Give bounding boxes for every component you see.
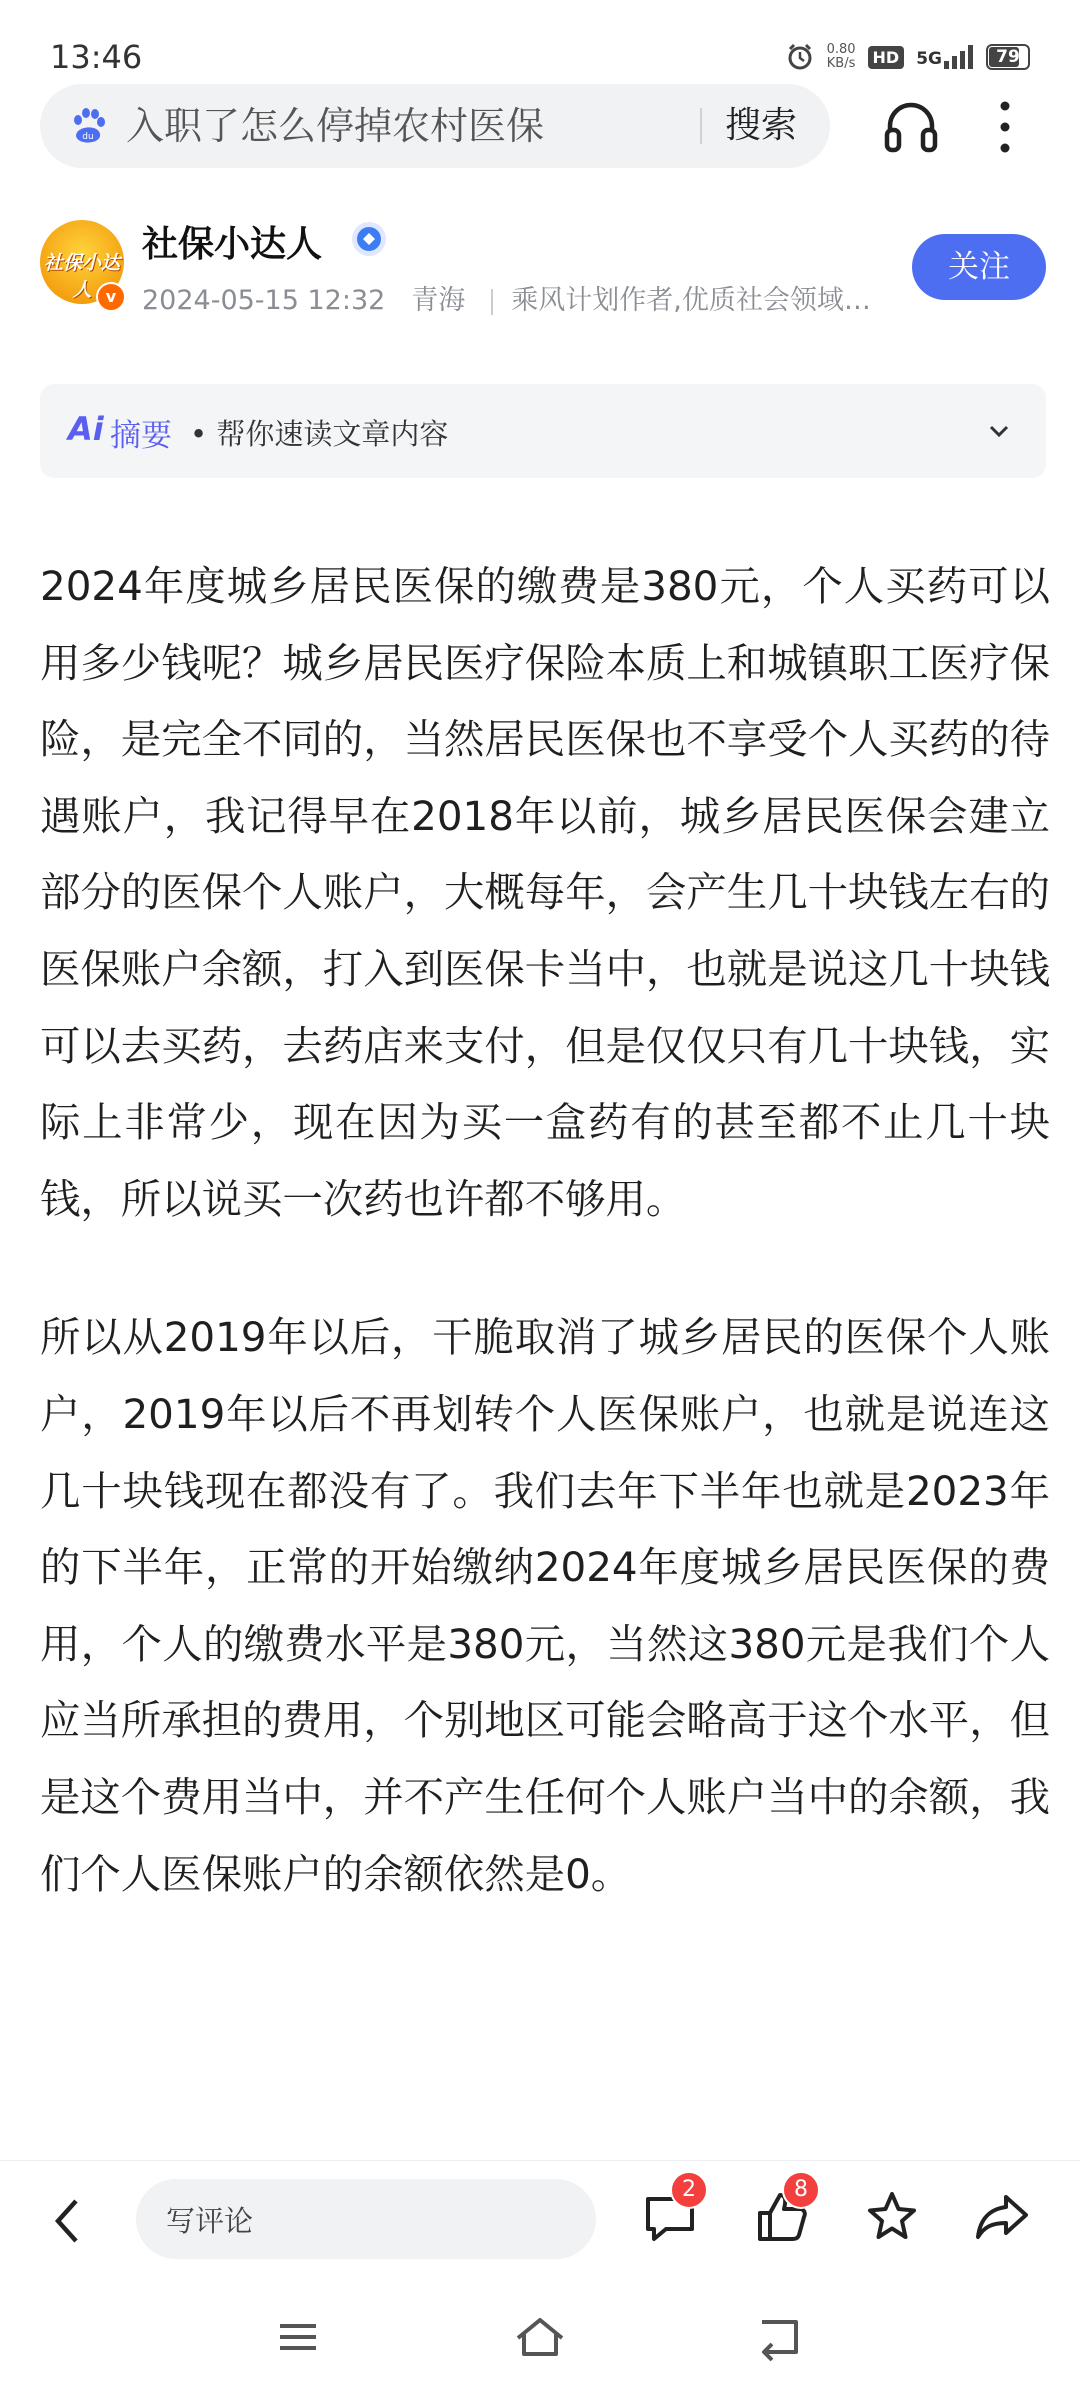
comment-input[interactable] (136, 2179, 596, 2259)
home-icon[interactable] (512, 2312, 568, 2362)
search-divider (700, 108, 702, 144)
publish-location: 青海 (411, 285, 466, 316)
comment-placeholder: 写评论 (166, 2204, 254, 2238)
comment-count-badge: 2 (670, 2171, 708, 2209)
share-icon[interactable] (972, 2187, 1032, 2247)
author-description: 乘风计划作者,优质社会领域… (511, 285, 871, 316)
hd-badge: HD (868, 46, 905, 69)
like-count-badge: 8 (782, 2171, 820, 2209)
summary-label: 摘要 (110, 418, 172, 454)
author-meta (142, 278, 897, 317)
search-box[interactable] (40, 84, 830, 168)
headphone-icon[interactable] (880, 96, 942, 158)
network-speed: 0.80 KB/s (826, 42, 856, 71)
star-icon[interactable] (862, 2187, 922, 2247)
status-bar (0, 0, 1080, 80)
article-paragraph: 2024年度城乡居民医保的缴费是380元，个人买药可以用多少钱呢？城乡居民医疗保险本质上和城镇职工医疗保险，是完全不同的，当然居民医保也不享受个人买药的待遇账户，我记得早在2018年以前，城乡居民医保会建立部分的医保个人账户，大概每年，会产生几十块钱左右的医保账户余额，打入到医保卡当中，也就是说这几十块钱可以去买药，去药店来支付，但是仅仅只有几十块钱，实际上非常少，现在因为买一盒药有的甚至都不止几十块钱，所以说买一次药也许都不够用。 (40, 562, 1050, 1223)
system-nav-bar (0, 2290, 1080, 2388)
signal-icon: 5G (916, 45, 974, 69)
author-name[interactable]: 社保小达人 (142, 224, 323, 265)
avatar-logo-text: 社保小达人 (43, 252, 120, 301)
chevron-down-icon[interactable] (982, 414, 1016, 448)
article-body (40, 548, 1050, 1912)
alarm-icon (785, 42, 815, 72)
search-input[interactable]: 入职了怎么停掉农村医保 (126, 104, 545, 148)
svg-text:du: du (82, 132, 94, 142)
bottom-toolbar (0, 2160, 1080, 2281)
ai-icon: Ai (68, 410, 104, 448)
status-time: 13:46 (50, 38, 143, 76)
article-paragraph: 所以从2019年以后，干脆取消了城乡居民的医保个人账户，2019年以后不再划转个人医保账户，也就是说连这几十块钱现在都没有了。我们去年下半年也就是2023年的下半年，正常的开始缴纳2024年度城乡居民医保的费用，个人的缴费水平是380元，当然这380元是我们个人应当所承担的费用，个别地区可能会略高于这个水平，但是这个费用当中，并不产生任何个人账户当中的余额，我们个人医保账户的余额依然是0。 (40, 1313, 1050, 1898)
follow-button[interactable]: 关注 (912, 234, 1046, 300)
menu-icon[interactable] (270, 2312, 326, 2362)
verified-v-badge: v (96, 282, 126, 312)
summary-text: • 帮你速读文章内容 (190, 417, 449, 451)
verified-icon (350, 220, 388, 258)
publish-date: 2024-05-15 12:32 (142, 285, 386, 316)
back-nav-icon[interactable] (752, 2312, 808, 2362)
search-button[interactable]: 搜索 (725, 105, 798, 146)
ai-summary-panel[interactable] (40, 384, 1046, 478)
battery-icon: 79 (986, 44, 1030, 70)
status-icons (785, 42, 1030, 72)
back-arrow-icon[interactable] (46, 2191, 86, 2251)
meta-divider (491, 289, 493, 315)
more-options-icon[interactable] (990, 96, 1020, 158)
baidu-paw-icon (68, 106, 108, 146)
